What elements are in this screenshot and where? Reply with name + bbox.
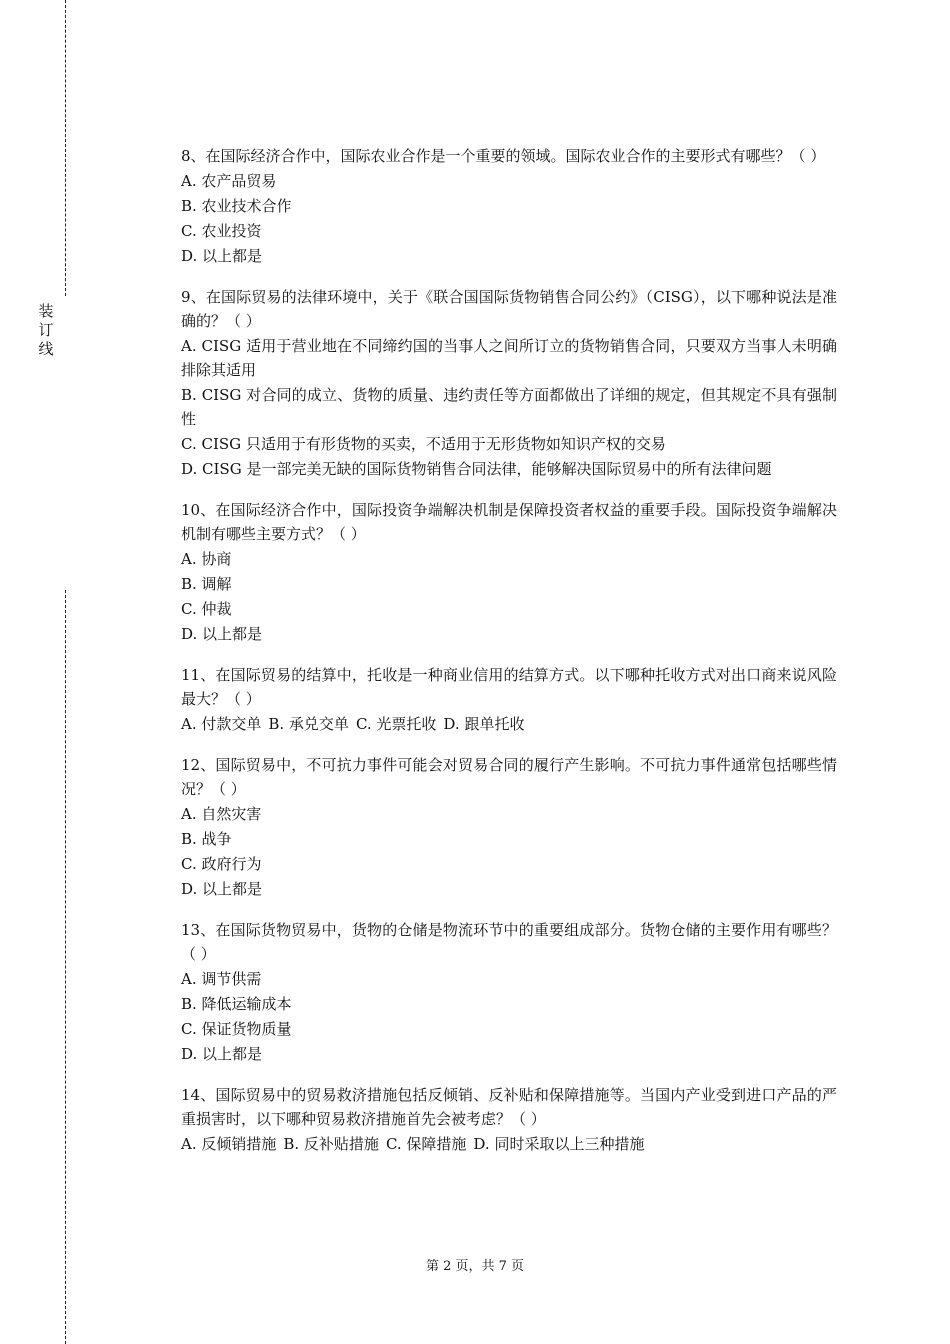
option-b: B. 战争 bbox=[181, 829, 232, 848]
option-b: B. 反补贴措施 bbox=[283, 1134, 379, 1153]
binding-line-top bbox=[65, 0, 66, 296]
option-c: C. 光票托收 bbox=[355, 714, 437, 733]
option-d: D. CISG 是一部完美无缺的国际货物销售合同法律，能够解决国际贸易中的所有法律问题 bbox=[181, 459, 772, 478]
option-d: D. 以上都是 bbox=[181, 624, 263, 643]
option-a: A. 农产品贸易 bbox=[181, 171, 277, 190]
question-8 bbox=[181, 144, 837, 269]
question-text: 8、在国际经济合作中，国际农业合作是一个重要的领域。国际农业合作的主要形式有哪些？（ ） bbox=[181, 147, 826, 165]
option-b: B. 农业技术合作 bbox=[181, 196, 292, 215]
question-text: 12、国际贸易中，不可抗力事件可能会对贸易合同的履行产生影响。不可抗力事件通常包括哪些情况？（ ） bbox=[181, 755, 837, 798]
binding-line-bottom bbox=[65, 590, 66, 1344]
question-text: 11、在国际贸易的结算中，托收是一种商业信用的结算方式。以下哪种托收方式对出口商来说风险最大？（ ） bbox=[181, 665, 837, 708]
option-a: A. 反倾销措施 bbox=[181, 1134, 277, 1153]
question-9 bbox=[181, 285, 837, 482]
option-b: B. 降低运输成本 bbox=[181, 994, 292, 1013]
option-b: B. 承兑交单 bbox=[268, 714, 349, 733]
question-text: 13、在国际货物贸易中，货物的仓储是物流环节中的重要组成部分。货物仓储的主要作用有哪些？（ ） bbox=[181, 920, 837, 963]
binding-label: 装订线 bbox=[38, 302, 54, 358]
option-a: A. CISG 适用于营业地在不同缔约国的当事人之间所订立的货物销售合同，只要双方当事人未明确排除其适用 bbox=[181, 336, 837, 379]
options-row bbox=[181, 712, 837, 737]
option-a: A. 调节供需 bbox=[181, 969, 262, 988]
question-14 bbox=[181, 1083, 837, 1157]
option-c: C. 保证货物质量 bbox=[181, 1019, 292, 1038]
question-13 bbox=[181, 918, 837, 1067]
question-text: 10、在国际经济合作中，国际投资争端解决机制是保障投资者权益的重要手段。国际投资争端解决机制有哪些主要方式？（ ） bbox=[181, 500, 837, 543]
option-b: B. CISG 对合同的成立、货物的质量、违约责任等方面都做出了详细的规定，但其规定不具有强制性 bbox=[181, 385, 837, 428]
option-c: C. CISG 只适用于有形货物的买卖，不适用于无形货物如知识产权的交易 bbox=[181, 434, 666, 453]
option-d: D. 以上都是 bbox=[181, 246, 263, 265]
option-d: D. 跟单托收 bbox=[443, 714, 525, 733]
option-b: B. 调解 bbox=[181, 574, 232, 593]
page-footer: 第 2 页，共 7 页 bbox=[425, 1259, 525, 1274]
question-text: 9、在国际贸易的法律环境中，关于《联合国国际货物销售合同公约》（CISG），以下哪种说法是准确的？（ ） bbox=[181, 287, 837, 330]
option-d: D. 以上都是 bbox=[181, 1044, 263, 1063]
option-a: A. 付款交单 bbox=[181, 714, 262, 733]
question-11 bbox=[181, 663, 837, 737]
option-d: D. 同时采取以上三种措施 bbox=[473, 1134, 645, 1153]
option-a: A. 自然灾害 bbox=[181, 804, 262, 823]
question-10 bbox=[181, 498, 837, 647]
exam-content bbox=[181, 144, 837, 1173]
question-text: 14、国际贸易中的贸易救济措施包括反倾销、反补贴和保障措施等。当国内产业受到进口产品的严重损害时，以下哪种贸易救济措施首先会被考虑？（ ） bbox=[181, 1085, 837, 1128]
option-c: C. 农业投资 bbox=[181, 221, 262, 240]
question-12 bbox=[181, 753, 837, 902]
option-a: A. 协商 bbox=[181, 549, 232, 568]
options-row bbox=[181, 1132, 837, 1157]
option-c: C. 仲裁 bbox=[181, 599, 232, 618]
option-d: D. 以上都是 bbox=[181, 879, 263, 898]
option-c: C. 政府行为 bbox=[181, 854, 262, 873]
option-c: C. 保障措施 bbox=[385, 1134, 467, 1153]
